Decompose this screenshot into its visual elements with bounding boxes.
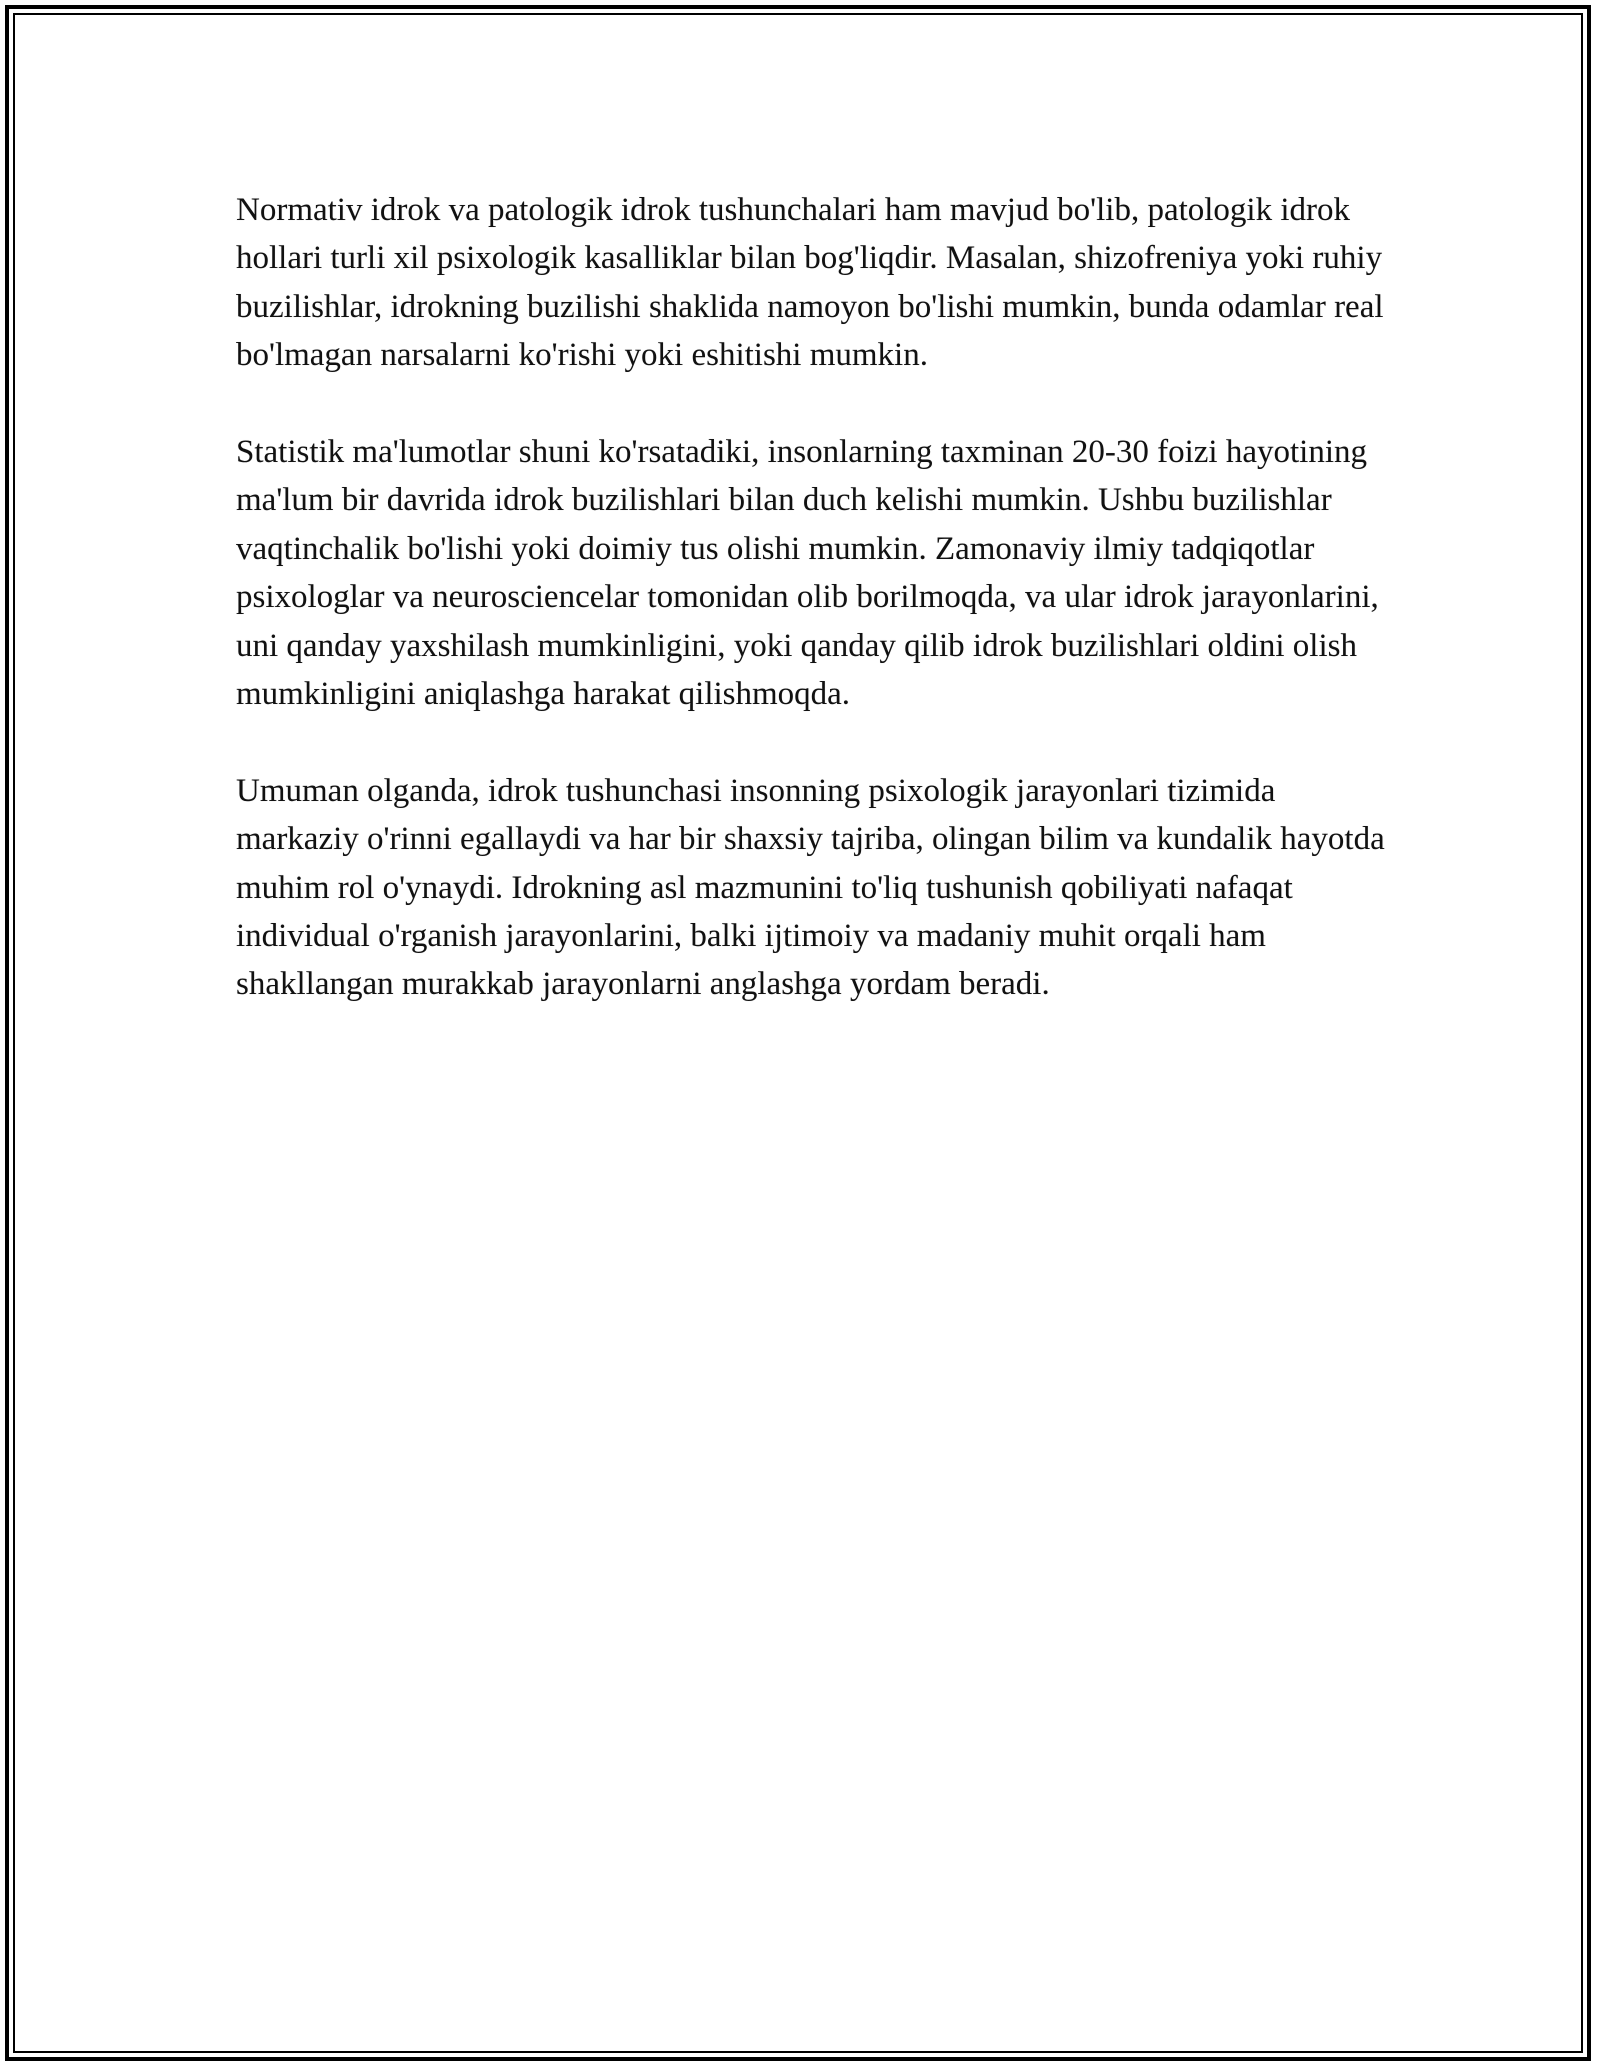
document-body bbox=[236, 186, 1386, 1057]
paragraph-3: Umuman olganda, idrok tushunchasi insonning psixologik jarayonlari tizimida markaziy o'rinni egallaydi va har bir shaxsiy tajriba, olingan bilim va kundalik hayotda muhim rol o'ynaydi. Idrokning asl mazmunini to'liq tushunish qobiliyati nafaqat individual o'rganish jarayonlarini, balki ijtimoiy va madaniy muhit orqali ham shakllangan murakkab jarayonlarni anglashga yordam beradi. bbox=[236, 772, 1385, 1003]
paragraph-1: Normativ idrok va patologik idrok tushunchalari ham mavjud bo'lib, patologik idrok hollari turli xil psixologik kasalliklar bilan bog'liqdir. Masalan, shizofreniya yoki ruhiy buzilishlar, idrokning buzilishi shaklida namoyon bo'lishi mumkin, bunda odamlar real bo'lmagan narsalarni ko'rishi yoki eshitishi mumkin. bbox=[236, 192, 1384, 374]
paragraph-2: Statistik ma'lumotlar shuni ko'rsatadiki, insonlarning taxminan 20-30 foizi hayotining ma'lum bir davrida idrok buzilishlari bilan duch kelishi mumkin. Ushbu buzilishlar vaqtinchalik bo'lishi yoki doimiy tus olishi mumkin. Zamonaviy ilmiy tadqiqotlar psixologlar va neurosciencelar tomonidan olib borilmoqda, va ular idrok jarayonlarini, uni qanday yaxshilash mumkinligini, yoki qanday qilib idrok buzilishlari oldini olish mumkinligini aniqlashga harakat qilishmoqda. bbox=[236, 434, 1379, 713]
